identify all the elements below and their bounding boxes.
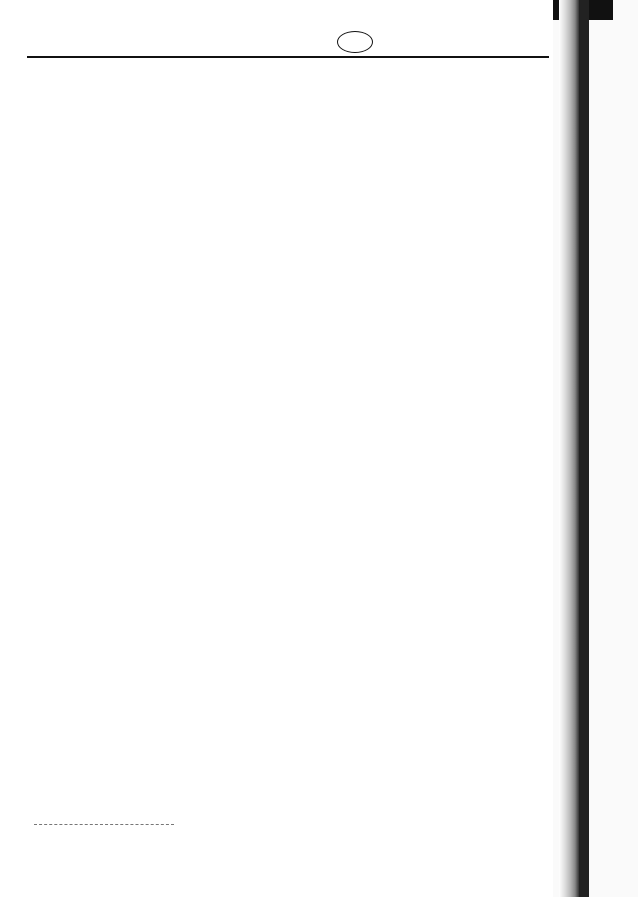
bottom-rule [34, 824, 174, 826]
binding-gutter [579, 0, 589, 897]
brand-oval [337, 31, 373, 53]
binding-shadow [559, 0, 579, 897]
facing-page [553, 0, 638, 897]
header-rule [27, 56, 549, 58]
